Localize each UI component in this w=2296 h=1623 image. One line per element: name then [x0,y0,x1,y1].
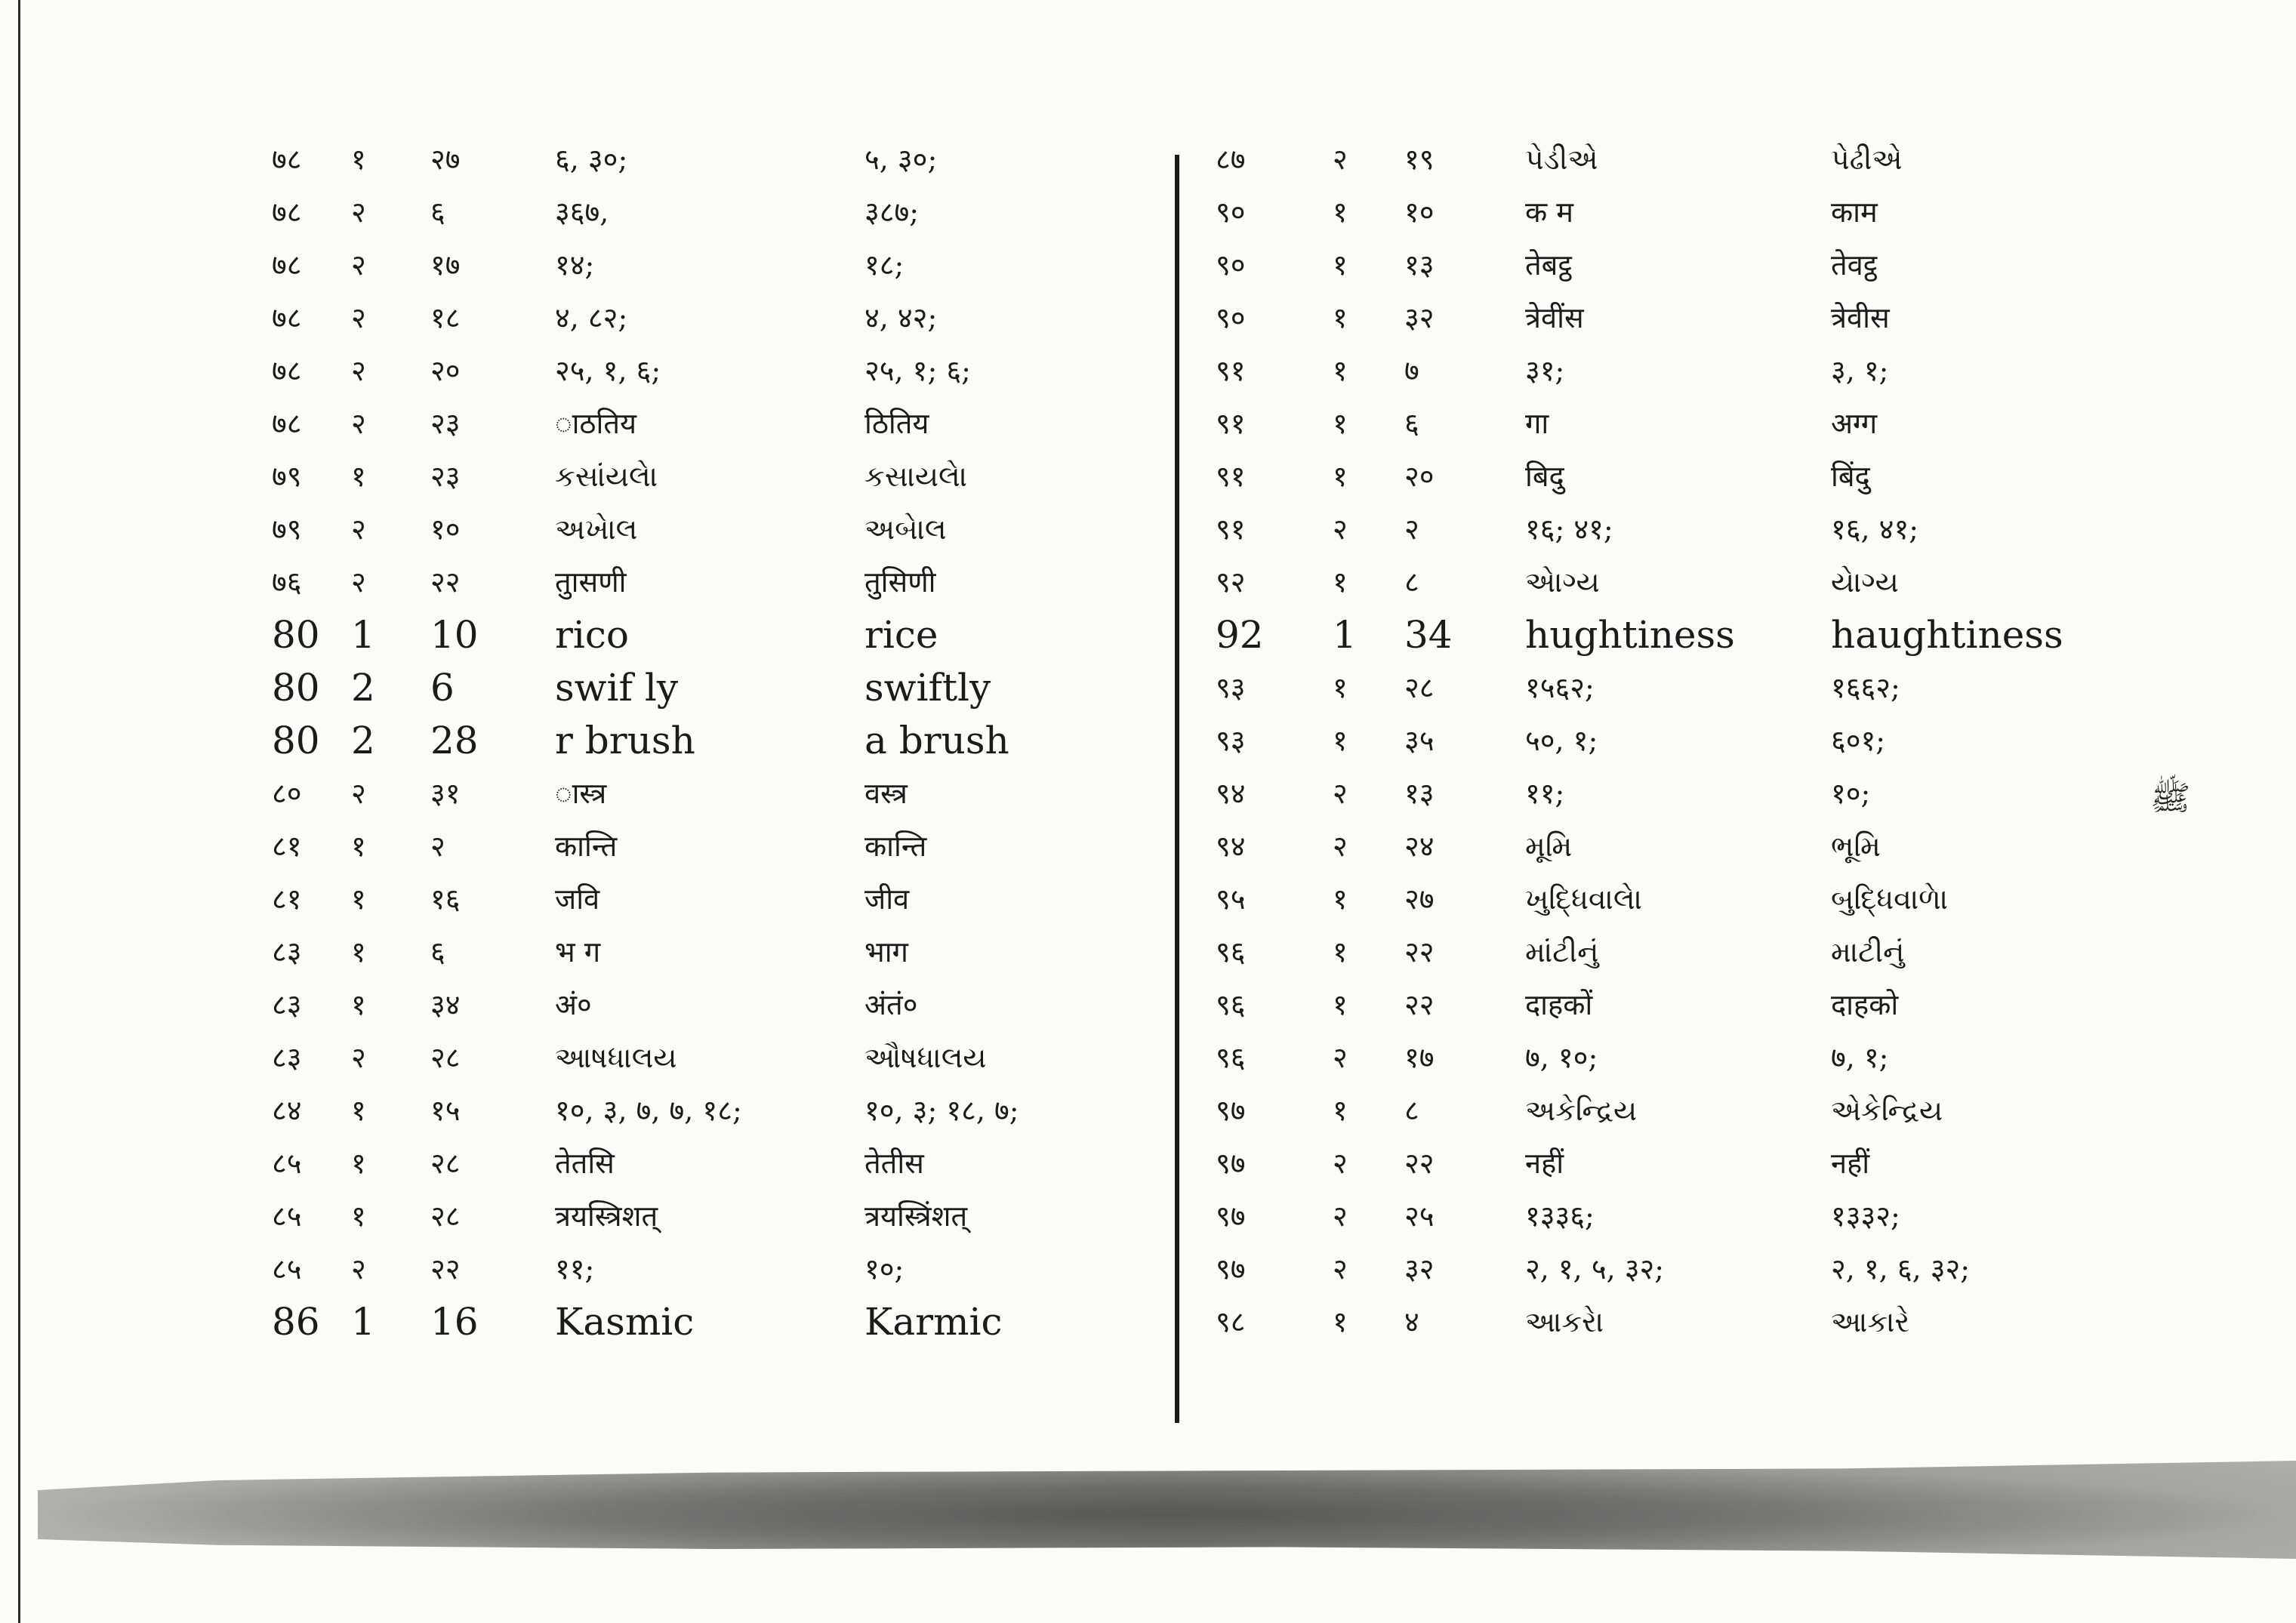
correct-text: rice [864,613,938,657]
erratum-row [1216,608,2133,661]
correct-text: કસાયલેા [864,460,968,493]
correct-text: ६०१; [1831,724,1886,757]
page-number: ९४ [1216,830,1246,863]
erratum-row [272,1190,1182,1243]
page-number: ९१ [1216,513,1246,546]
line-number: २८ [430,1041,461,1074]
column-number: २ [351,513,366,546]
erratum-row [1216,291,2133,344]
erratum-row [272,344,1182,397]
column-number: २ [1333,1252,1348,1286]
column-number: १ [1333,671,1348,704]
page-number: ८१ [272,882,302,916]
correct-text: ७, १; [1831,1041,1889,1074]
erratum-row [1216,133,2133,186]
page-number: ८५ [272,1147,302,1180]
line-number: ६ [430,935,445,969]
column-number: २ [351,354,366,387]
incorrect-text: गा [1525,407,1549,440]
page-number: ९८ [1216,1305,1246,1338]
correct-text: १८; [864,248,905,282]
incorrect-text: बिदु [1525,460,1564,493]
correct-text: પેઢીએ [1831,143,1903,176]
column-number: १ [351,1147,366,1180]
column-number: १ [351,882,366,916]
column-divider [1175,155,1179,1423]
erratum-row [272,1295,1182,1348]
line-number: २२ [430,1252,461,1286]
page-number: ८१ [272,830,302,863]
correct-text: haughtiness [1831,613,2063,657]
incorrect-text: ખુદ્ધિવાલેા [1525,882,1642,916]
correct-text: तेवट्ठ [1831,248,1878,282]
page-number: ७८ [272,143,302,176]
line-number: ८ [1404,1094,1419,1127]
page-number: 80 [272,613,320,657]
column-number: १ [1333,882,1348,916]
page-number: 92 [1216,613,1264,657]
incorrect-text: એાગ્ય [1525,565,1600,599]
incorrect-text: २५, १, ६; [555,354,661,387]
erratum-row [1216,344,2133,397]
line-number: २२ [1404,988,1435,1021]
correct-text: ४, ४२; [864,301,938,334]
column-number: २ [1333,1147,1348,1180]
incorrect-text: ७, १०; [1525,1041,1598,1074]
column-number: १ [351,988,366,1021]
column-number: १ [351,830,366,863]
erratum-row [1216,1190,2133,1243]
page-number: ८५ [272,1252,302,1286]
line-number: २२ [1404,1147,1435,1180]
correct-text: १६६२; [1831,671,1900,704]
incorrect-text: ास्त्र [555,777,607,810]
incorrect-text: भ ग [555,935,601,969]
incorrect-text: अं० [555,988,592,1021]
incorrect-text: कान्ति [555,830,618,863]
printer-mark: ﷺ [2150,779,2191,818]
erratum-row [272,714,1182,767]
page-number: ७८ [272,248,302,282]
erratum-row [272,925,1182,978]
incorrect-text: १६; ४१; [1525,513,1613,546]
erratum-row [272,1084,1182,1137]
erratum-row [272,450,1182,503]
erratum-row [1216,978,2133,1031]
erratum-row [272,556,1182,608]
incorrect-text: અકેન્દ્રિય [1525,1094,1638,1127]
line-number: २८ [430,1200,461,1233]
erratum-row [1216,397,2133,450]
correct-text: तेतीस [864,1147,924,1180]
column-number: १ [351,1094,366,1127]
line-number: १० [430,513,461,546]
correct-text: जीव [864,882,910,916]
page-number: ९३ [1216,724,1246,757]
erratum-row [1216,186,2133,239]
correct-text: માટીનું [1831,935,1905,969]
erratum-row [272,239,1182,291]
correct-text: १०; [864,1252,905,1286]
erratum-row [1216,1084,2133,1137]
line-number: १५ [430,1094,461,1127]
line-number: ८ [1404,565,1419,599]
correct-text: બુદ્ધિવાળેા [1831,882,1949,916]
incorrect-text: तेतसि [555,1147,615,1180]
errata-left-column [272,133,1182,1348]
line-number: २३ [430,460,461,493]
correct-text: swiftly [864,666,991,710]
erratum-row [272,661,1182,714]
page-number: ९२ [1216,565,1246,599]
correct-text: આકારે [1831,1305,1910,1338]
line-number: १३ [1404,248,1435,282]
incorrect-text: ३१; [1525,354,1565,387]
line-number: २० [430,354,461,387]
column-number: २ [1333,777,1348,810]
column-number: १ [351,935,366,969]
correct-text: नहीं [1831,1147,1870,1180]
page-number: ९४ [1216,777,1246,810]
incorrect-text: जवि [555,882,600,916]
column-number: १ [1333,354,1348,387]
page-number: ८४ [272,1094,302,1127]
column-number: १ [1333,724,1348,757]
column-number: २ [351,777,366,810]
erratum-row [272,767,1182,820]
column-number: १ [1333,460,1348,493]
correct-text: ३, १; [1831,354,1889,387]
column-number: १ [1333,1094,1348,1127]
line-number: २७ [1404,882,1435,916]
page-number: ९१ [1216,407,1246,440]
column-number: 2 [351,666,375,710]
column-number: 2 [351,719,375,762]
page-number: ९० [1216,301,1246,334]
incorrect-text: rico [555,613,629,657]
page-number: ७८ [272,301,302,334]
line-number: २३ [430,407,461,440]
column-number: १ [1333,248,1348,282]
correct-text: भाग [864,935,908,969]
line-number: २८ [1404,671,1435,704]
correct-text: अग्ग [1831,407,1878,440]
incorrect-text: तेबट्ठ [1525,248,1572,282]
incorrect-text: આકરેા [1525,1305,1604,1338]
page-number: ८३ [272,988,302,1021]
line-number: २ [1404,513,1419,546]
incorrect-text: માંટીનું [1525,935,1599,969]
correct-text: १३३२; [1831,1200,1900,1233]
page-number: ८३ [272,1041,302,1074]
erratum-row [272,820,1182,873]
page-number: ९६ [1216,988,1246,1021]
column-number: १ [1333,196,1348,229]
line-number: २८ [430,1147,461,1180]
column-number: १ [1333,935,1348,969]
line-number: ६ [430,196,445,229]
correct-text: a brush [864,719,1009,762]
correct-text: बिंदु [1831,460,1870,493]
page-number: ८० [272,777,302,810]
line-number: २० [1404,460,1435,493]
incorrect-text: तुासणी [555,565,627,599]
page-number: ९५ [1216,882,1246,916]
incorrect-text: १०, ३, ७, ७, १८; [555,1094,742,1127]
erratum-row [1216,556,2133,608]
page-number: ९७ [1216,1094,1246,1127]
correct-text: ભૂમિ [1831,830,1881,863]
page-left-rule [18,0,20,1623]
incorrect-text: १३३६; [1525,1200,1595,1233]
column-number: २ [1333,513,1348,546]
line-number: १३ [1404,777,1435,810]
line-number: ३२ [1404,301,1435,334]
incorrect-text: મૂમિ [1525,830,1573,863]
column-number: १ [351,460,366,493]
column-number: २ [351,407,366,440]
correct-text: दाहको [1831,988,1899,1021]
incorrect-text: ११; [555,1252,595,1286]
incorrect-text: કસાંયલેા [555,460,658,493]
erratum-row [1216,503,2133,556]
line-number: 28 [430,719,479,762]
column-number: २ [1333,830,1348,863]
erratum-row [1216,661,2133,714]
correct-text: ठितिय [864,407,929,440]
line-number: ३१ [430,777,461,810]
line-number: ६ [1404,407,1419,440]
column-number: १ [1333,1305,1348,1338]
column-number: २ [351,196,366,229]
incorrect-text: १४; [555,248,595,282]
correct-text: १०; [1831,777,1871,810]
incorrect-text: ५०, १; [1525,724,1598,757]
line-number: 16 [430,1300,479,1344]
erratum-row [1216,1243,2133,1295]
page-number: 80 [272,719,320,762]
column-number: २ [1333,143,1348,176]
correct-text: १०, ३; १८, ७; [864,1094,1019,1127]
line-number: १८ [430,301,461,334]
erratum-row [272,1137,1182,1190]
line-number: 34 [1404,613,1453,657]
page-number: ७९ [272,513,302,546]
incorrect-text: ३६७, [555,196,609,229]
erratum-row [1216,873,2133,925]
column-number: १ [1333,988,1348,1021]
line-number: २ [430,830,445,863]
column-number: 1 [351,613,375,657]
correct-text: १६, ४१; [1831,513,1919,546]
line-number: 6 [430,666,455,710]
line-number: 10 [430,613,479,657]
line-number: १७ [430,248,461,282]
line-number: १० [1404,196,1435,229]
incorrect-text: नहीं [1525,1147,1564,1180]
column-number: १ [1333,565,1348,599]
scan-smudge [38,1461,2296,1559]
erratum-row [1216,1295,2133,1348]
column-number: १ [351,143,366,176]
column-number: २ [351,565,366,599]
page-number: ९३ [1216,671,1246,704]
correct-text: Karmic [864,1300,1003,1344]
line-number: २७ [430,143,461,176]
page-number: ७६ [272,565,302,599]
erratum-row [1216,450,2133,503]
incorrect-text: दाहकों [1525,988,1593,1021]
correct-text: ५, ३०; [864,143,938,176]
page-number: ९६ [1216,935,1246,969]
correct-text: એકેન્દ્રિય [1831,1094,1943,1127]
erratum-row [1216,767,2133,820]
erratum-row [272,873,1182,925]
page-number: ९१ [1216,354,1246,387]
incorrect-text: r brush [555,719,695,762]
page-number: ७९ [272,460,302,493]
column-number: २ [351,1041,366,1074]
column-number: १ [1333,407,1348,440]
correct-text: काम [1831,196,1878,229]
incorrect-text: १५६२; [1525,671,1595,704]
page-number: ७८ [272,196,302,229]
page-number: ८७ [1216,143,1246,176]
page-number: ९६ [1216,1041,1246,1074]
incorrect-text: Kasmic [555,1300,695,1344]
correct-text: तुसिणी [864,565,936,599]
page-number: ७८ [272,407,302,440]
incorrect-text: ४, ८२; [555,301,628,334]
correct-text: યેાગ્ય [1831,565,1899,599]
correct-text: त्रेवीस [1831,301,1890,334]
correct-text: અબેાલ [864,513,947,546]
page-number: ९७ [1216,1200,1246,1233]
correct-text: २, १, ६, ३२; [1831,1252,1971,1286]
page-number: 80 [272,666,320,710]
page-number: ८३ [272,935,302,969]
page-number: ९० [1216,196,1246,229]
page-number: ९१ [1216,460,1246,493]
correct-text: ઔષધાલય [864,1041,987,1074]
erratum-row [272,133,1182,186]
incorrect-text: त्रयस्त्रिशत् [555,1200,658,1233]
erratum-row [1216,820,2133,873]
line-number: ३२ [1404,1252,1435,1286]
erratum-row [1216,1031,2133,1084]
correct-text: ३८७; [864,196,920,229]
page-number: 86 [272,1300,320,1344]
page-number: ९७ [1216,1252,1246,1286]
incorrect-text: આષધાલય [555,1041,677,1074]
incorrect-text: २, १, ५, ३२; [1525,1252,1665,1286]
correct-text: २५, १; ६; [864,354,971,387]
column-number: २ [1333,1200,1348,1233]
erratum-row [1216,1137,2133,1190]
incorrect-text: त्रेवींस [1525,301,1584,334]
erratum-row [272,608,1182,661]
column-number: १ [351,1200,366,1233]
incorrect-text: પેડીએ [1525,143,1598,176]
page-number: ८५ [272,1200,302,1233]
column-number: 1 [351,1300,375,1344]
line-number: २४ [1404,830,1435,863]
erratum-row [272,397,1182,450]
erratum-row [1216,925,2133,978]
incorrect-text: ाठतिय [555,407,637,440]
line-number: ३४ [430,988,461,1021]
correct-text: कान्ति [864,830,927,863]
line-number: ७ [1404,354,1419,387]
page-number: ९७ [1216,1147,1246,1180]
line-number: २५ [1404,1200,1435,1233]
column-number: २ [351,248,366,282]
erratum-row [272,978,1182,1031]
correct-text: वस्त्र [864,777,908,810]
erratum-row [1216,714,2133,767]
erratum-row [272,1031,1182,1084]
column-number: २ [351,1252,366,1286]
incorrect-text: क म [1525,196,1573,229]
erratum-row [272,291,1182,344]
erratum-row [1216,239,2133,291]
correct-text: त्रयस्त्रिंशत् [864,1200,968,1233]
line-number: २२ [1404,935,1435,969]
column-number: १ [1333,301,1348,334]
incorrect-text: swif ly [555,666,679,710]
errata-right-column [1216,133,2133,1348]
erratum-row [272,1243,1182,1295]
line-number: २२ [430,565,461,599]
column-number: 1 [1333,613,1357,657]
incorrect-text: hughtiness [1525,613,1735,657]
line-number: १६ [430,882,461,916]
incorrect-text: ६, ३०; [555,143,628,176]
erratum-row [272,186,1182,239]
line-number: ३५ [1404,724,1435,757]
correct-text: अंतं० [864,988,918,1021]
erratum-row [272,503,1182,556]
incorrect-text: અખેાલ [555,513,638,546]
column-number: २ [1333,1041,1348,1074]
page-number: ७८ [272,354,302,387]
line-number: १७ [1404,1041,1435,1074]
column-number: २ [351,301,366,334]
line-number: १९ [1404,143,1435,176]
page-number: ९० [1216,248,1246,282]
line-number: ४ [1404,1305,1419,1338]
incorrect-text: ११; [1525,777,1565,810]
